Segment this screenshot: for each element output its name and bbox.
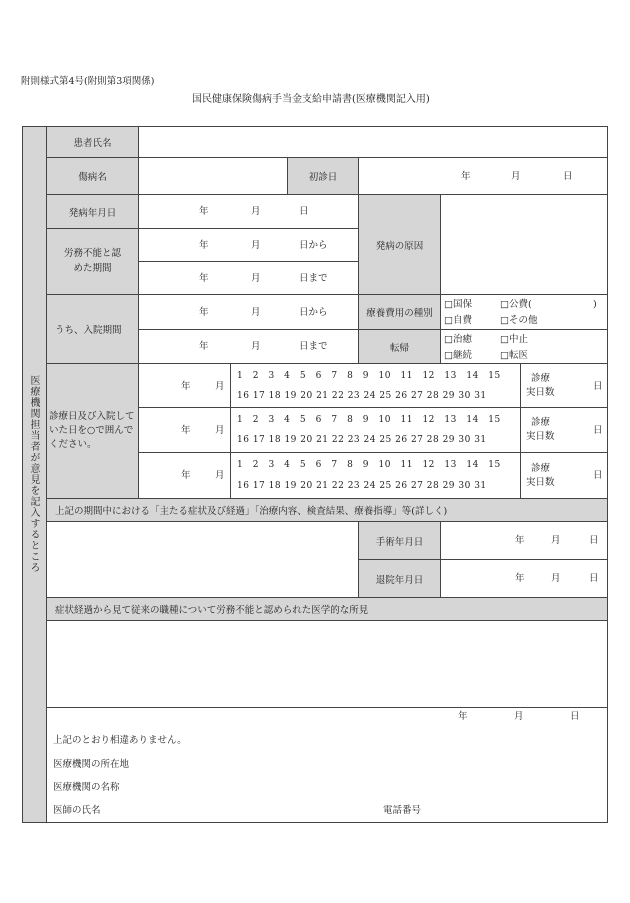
work-incapacity-from[interactable]: 年 月 日から bbox=[139, 229, 359, 262]
sign-year: 年 bbox=[458, 711, 468, 722]
hospitalization-until[interactable]: 年 月 日まで bbox=[139, 330, 359, 364]
sign-month: 月 bbox=[514, 711, 524, 722]
address-label: 医療機関の所在地 bbox=[53, 759, 130, 770]
course-text-area[interactable] bbox=[47, 522, 359, 598]
disease-name-label: 傷病名 bbox=[47, 158, 139, 195]
calendar-month-1[interactable]: 年 月 bbox=[139, 364, 231, 408]
discharge-date-field[interactable]: 年 月 日 bbox=[441, 560, 607, 598]
calendar-days-1[interactable]: 1 2 3 4 5 6 7 8 9 10 11 12 13 14 15 16 17 18 19 20 21 22 23 24 25 26 27 28 29 30 31 bbox=[231, 364, 521, 408]
patient-name-label: 患者氏名 bbox=[47, 127, 139, 158]
onset-cause-label: 発病の原因 bbox=[359, 195, 441, 295]
outcome-stopped[interactable]: □中止 bbox=[500, 334, 528, 345]
calendar-days-2[interactable]: 1 2 3 4 5 6 7 8 9 10 11 12 13 14 15 16 17 18 19 20 21 22 23 24 25 26 27 28 29 30 31 bbox=[231, 408, 521, 453]
first-visit-label: 初診日 bbox=[288, 158, 359, 195]
signature-block bbox=[47, 708, 607, 822]
calendar-count-1[interactable]: 診療 実日数 日 bbox=[521, 364, 607, 408]
cost-type-jihi[interactable]: □自費 bbox=[444, 315, 472, 326]
cost-type-kouhi[interactable]: □公費( bbox=[500, 299, 532, 310]
course-section-header: 上記の期間中における「主たる症状及び経過」「治療内容、検査結果、療養指導」等(詳しく) bbox=[47, 499, 607, 522]
side-label-column bbox=[23, 127, 47, 822]
cost-type-kokuho[interactable]: □国保 bbox=[444, 299, 472, 310]
calendar-count-3[interactable]: 診療 実日数 日 bbox=[521, 453, 607, 499]
outcome-continued[interactable]: □継続 bbox=[444, 350, 472, 361]
calendar-days-3[interactable]: 1 2 3 4 5 6 7 8 9 10 11 12 13 14 15 16 17 18 19 20 21 22 23 24 25 26 27 28 29 30 31 bbox=[231, 453, 521, 499]
onset-date-label: 発病年月日 bbox=[47, 195, 139, 229]
cost-type-other[interactable]: □その他 bbox=[500, 315, 538, 326]
medical-form bbox=[22, 126, 608, 823]
surgery-date-label: 手術年月日 bbox=[359, 522, 441, 560]
cost-type-label: 療養費用の種別 bbox=[359, 295, 441, 330]
first-visit-field[interactable]: 年 月 日 bbox=[359, 158, 607, 195]
calendar-month-2[interactable]: 年 月 bbox=[139, 408, 231, 453]
work-incapacity-label: 労務不能と認めた期間 bbox=[47, 229, 139, 295]
form-number: 附則様式第4号(附則第3項関係) bbox=[21, 76, 155, 87]
treatment-days-label: 診療日及び入院していた日を○で囲んでください。 bbox=[47, 364, 139, 499]
outcome-options[interactable] bbox=[441, 330, 607, 364]
doctor-name-label: 医師の氏名 bbox=[53, 805, 101, 816]
outcome-label: 転帰 bbox=[359, 330, 441, 364]
discharge-date-label: 退院年月日 bbox=[359, 560, 441, 598]
confirm-statement: 上記のとおり相違ありません。 bbox=[53, 735, 187, 746]
disease-name-field[interactable] bbox=[139, 158, 288, 195]
hospitalization-label: うち、入院期間 bbox=[47, 295, 139, 364]
opinion-text-area[interactable] bbox=[47, 621, 607, 708]
onset-cause-field[interactable] bbox=[441, 195, 607, 295]
hospitalization-from[interactable]: 年 月 日から bbox=[139, 295, 359, 330]
patient-name-field[interactable] bbox=[139, 127, 607, 158]
calendar-count-2[interactable]: 診療 実日数 日 bbox=[521, 408, 607, 453]
side-label: 医療機関担当者が意見を記入するところ bbox=[28, 375, 39, 573]
opinion-section-header: 症状経過から見て従来の職種について労務不能と認められた医学的な所見 bbox=[47, 598, 607, 621]
outcome-transfer[interactable]: □転医 bbox=[500, 350, 528, 361]
outcome-cured[interactable]: □治癒 bbox=[444, 334, 472, 345]
cost-type-options[interactable]: □国保 □公費( ) □自費 □その他 bbox=[441, 295, 607, 330]
surgery-date-field[interactable]: 年 月 日 bbox=[441, 522, 607, 560]
calendar-month-3[interactable]: 年 月 bbox=[139, 453, 231, 499]
work-incapacity-until[interactable]: 年 月 日まで bbox=[139, 262, 359, 295]
institution-name-label: 医療機関の名称 bbox=[53, 782, 120, 793]
phone-label: 電話番号 bbox=[383, 805, 422, 816]
form-title: 国民健康保険傷病手当金支給申請書(医療機関記入用) bbox=[192, 94, 430, 105]
sign-day: 日 bbox=[570, 711, 580, 722]
onset-date-field[interactable]: 年 月 日 bbox=[139, 195, 359, 229]
